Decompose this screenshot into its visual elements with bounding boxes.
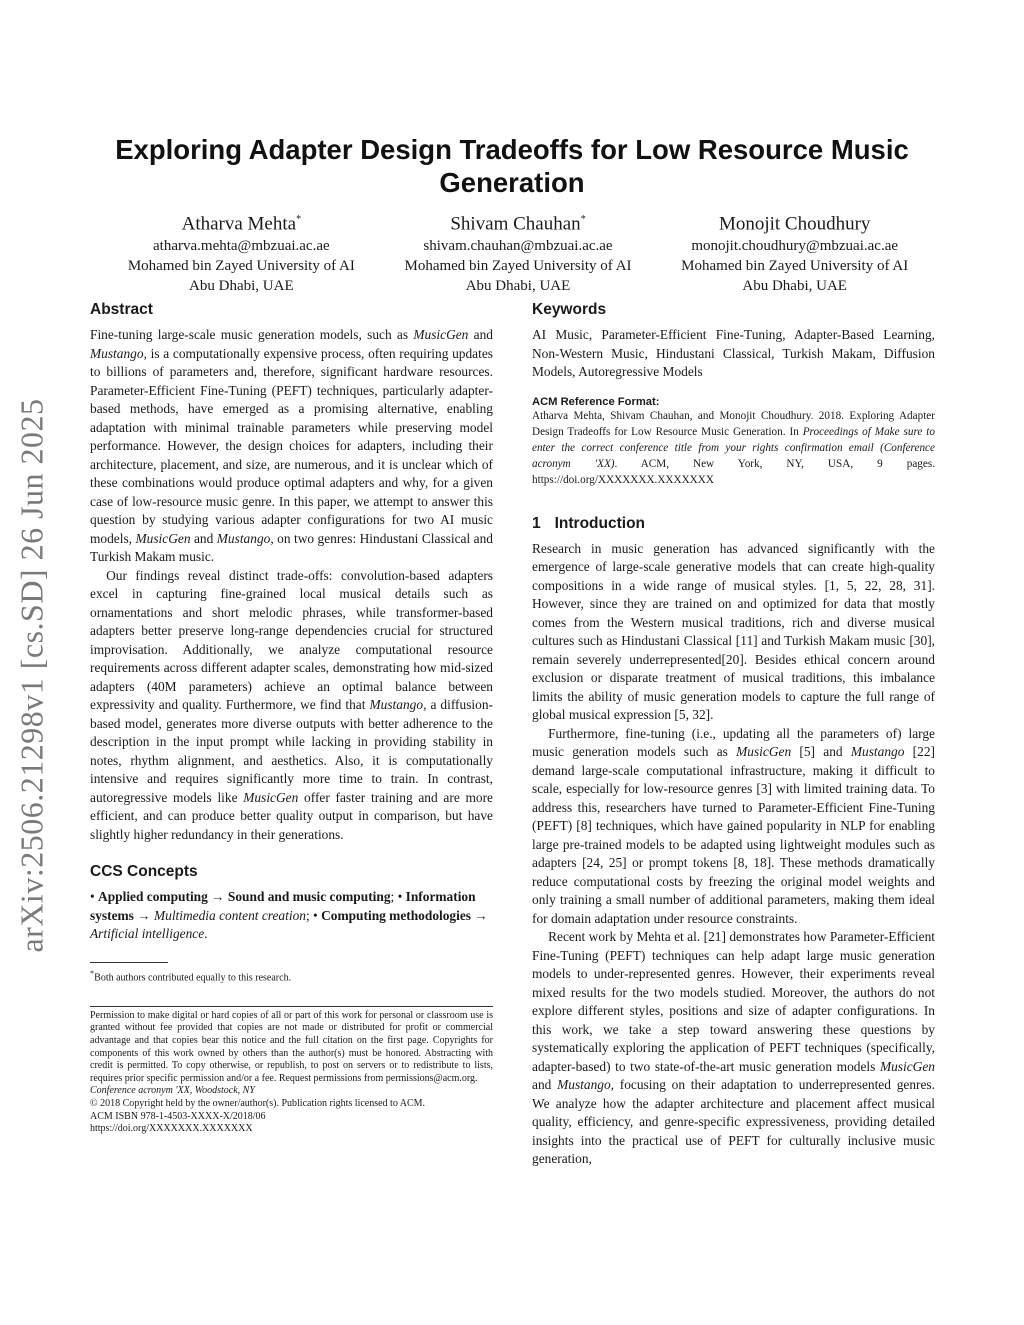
right-column [532, 300, 935, 1169]
equal-contribution-mark: * [296, 214, 302, 225]
author-location: Abu Dhabi, UAE [465, 278, 571, 295]
author-affiliation: Mohamed bin Zayed University of AI [681, 258, 909, 275]
author-name: Shivam Chauhan [450, 213, 581, 235]
conference-line: Conference acronym 'XX, Woodstock, NY [90, 1085, 255, 1097]
footnote-rule [90, 962, 168, 963]
equal-contribution-mark: * [580, 214, 586, 225]
abstract-paragraph-1: Fine-tuning large-scale music generation models, such as MusicGen and Mustango, is a computationally expensive process, often requiring updates to billions of parameters and, therefore, significant hardware resources. Parameter-Efficient Fine-Tuning (PEFT) techniques, particularly adapter-based methods, have emerged as a promising alternative, enabling adaptation with minimal trainable parameters while preserving model performance. However, the design choices for adapters, including their architecture, placement, and size, are numerous, and it is unclear which of these combinations would produce optimal adapters and why, for a given case of low-resource music genre. In this paper, we attempt to answer this question by studying various adapter configurations for two AI music models, MusicGen and Mustango, on two genres: Hindustani Classical and Turkish Makam music. [90, 327, 493, 564]
doi-line: https://doi.org/XXXXXXX.XXXXXXX [90, 1123, 253, 1135]
paper-title: Exploring Adapter Design Tradeoffs for Low Resource Music Generation [115, 134, 909, 198]
keywords-heading: Keywords [532, 301, 607, 318]
abstract-paragraph-2: Our findings reveal distinct trade-offs: convolution-based adapters excel in capturing fine-grained local musical details such as ornamentations and short melodic phrases, while transformer-based adapters better preserve long-range dependencies crucial for structured improvisation. Additionally, we analyze computational resource requirements across different adapter scales, demonstrating how mid-sized adapters (40M parameters) achieve an optimal balance between expressivity and quality. Furthermore, we find that Mustango, a diffusion-based model, generates more diverse outputs with better adherence to the description in the input prompt while lacking in providing stability in notes, rhythm alignment, and aesthetics. Also, it is computationally intensive and requires significantly more time to train. In contrast, autoregressive models like MusicGen offer faster training and are more efficient, and can produce better quality output in comparison, but have slightly higher redundancy in their generations. [90, 567, 493, 842]
author-3 [656, 208, 933, 296]
introduction-paragraph-2: Furthermore, fine-tuning (i.e., updating all the parameters of) large music generation models such as MusicGen [5] and Mustango [22] demand large-scale computational infrastructure, making it difficult to scale, especially for low-resource genres [3] with limited training data. To address this, researchers have turned to Parameter-Efficient Fine-Tuning (PEFT) [8] techniques, which have gained popularity in NLP for enabling large pre-trained models to be adapted using lightweight modules such as adapters [24, 25] or prompt tokens [8, 18]. These methods dramatically reduce computational costs by freezing the original model weights and only training a small number of additional parameters, making them ideal for domain adaptation under resource constraints. [532, 725, 935, 926]
permission-rule [90, 1006, 493, 1007]
permission-notice: Permission to make digital or hard copies of all or part of this work for personal or classroom use is granted without fee provided that copies are not made or distributed for profit or commercial advantage and that copies bear this notice and the full citation on the first page. Copyrights for components of this work owned by others than the author(s) must be honored. Abstracting with credit is permitted. To copy otherwise, or republish, to post on servers or to redistribute to lists, requires prior specific permission and/or a fee. Request permissions from permissions@acm.org. [90, 1009, 493, 1084]
author-name: Atharva Mehta [181, 213, 297, 235]
introduction-heading [532, 514, 935, 534]
author-name: Monojit Choudhury [718, 213, 871, 235]
ccs-concepts: • Applied computing → Sound and music computing; • Information systems → Multimedia content creation; • Computing methodologies → Artificial intelligence. [90, 889, 488, 941]
author-email: atharva.mehta@mbzuai.ac.ae [153, 238, 330, 255]
author-1 [103, 208, 380, 296]
section-title: Introduction [554, 514, 646, 532]
footnote: *Both authors contributed equally to this research. [90, 968, 292, 983]
copyright-line: © 2018 Copyright held by the owner/author(s). Publication rights licensed to ACM. [90, 1097, 426, 1109]
arxiv-side-label [2, 375, 62, 975]
section-number: 1 [532, 514, 541, 532]
keywords-text: AI Music, Parameter-Efficient Fine-Tuning, Adapter-Based Learning, Non-Western Music, Hindustani Classical, Turkish Makam, Diffusion Models, Autoregressive Models [532, 327, 935, 379]
acm-reference-heading: ACM Reference Format: [532, 395, 660, 408]
author-location: Abu Dhabi, UAE [742, 278, 847, 295]
author-2 [380, 208, 657, 296]
introduction-paragraph-1: Research in music generation has advanced significantly with the emergence of large-scale generative models that can create high-quality compositions in a wide range of musical styles. [1, 5, 22, 28, 31]. However, since they are trained on and optimized for data that mostly comes from the Western musical traditions, rich and diverse musical cultures such as Hindustani Classical [11] and Turkish Makam music [30], remain severely underrepresented[20]. Besides ethical concern around exclusion or disparate treatment of musical traditions, this imbalance limits the ability of music generation models to capture the full range of global musical expression [5, 32]. [532, 540, 935, 722]
introduction-paragraph-3: Recent work by Mehta et al. [21] demonstrates how Parameter-Efficient Fine-Tuning (PEFT) techniques can help adapt large music generation models to under-represented genres. However, their experiments reveal mixed results for the two models studied. Moreover, the authors do not explore different styles, positions and size of adapter configurations. In this work, we take a step toward answering these questions by systematically exploring the application of PEFT techniques (specifically, adapter-based) to two state-of-the-art music generation models MusicGen and Mustango, focusing on their adaptation to underrepresented genres. We analyze how the adapter architecture and placement affect musical quality, efficiency, and genre-specific expressiveness, providing detailed insights into the practical use of PEFT for culturally inclusive music generation, [532, 929, 935, 1166]
isbn-line: ACM ISBN 978-1-4503-XXXX-X/2018/06 [90, 1110, 266, 1122]
ccs-heading: CCS Concepts [90, 863, 198, 880]
author-location: Abu Dhabi, UAE [189, 278, 294, 295]
author-block [103, 208, 933, 296]
author-email: shivam.chauhan@mbzuai.ac.ae [423, 238, 613, 255]
left-column [90, 300, 493, 1136]
abstract-heading: Abstract [90, 301, 153, 318]
author-affiliation: Mohamed bin Zayed University of AI [127, 258, 355, 275]
author-affiliation: Mohamed bin Zayed University of AI [404, 258, 632, 275]
acm-reference-text: Atharva Mehta, Shivam Chauhan, and Monojit Choudhury. 2018. Exploring Adapter Design Tradeoffs for Low Resource Music Generation. In Proceedings of Make sure to enter the correct conference title from your rights confirmation email (Conference acronym 'XX). ACM, New York, NY, USA, 9 pages. https://doi.org/XXXXXXX.XXXXXXX [532, 409, 936, 486]
arxiv-identifier: arXiv:2506.21298v1 [cs.SD] 26 Jun 2025 [13, 397, 50, 953]
author-email: monojit.choudhury@mbzuai.ac.ae [691, 238, 899, 255]
